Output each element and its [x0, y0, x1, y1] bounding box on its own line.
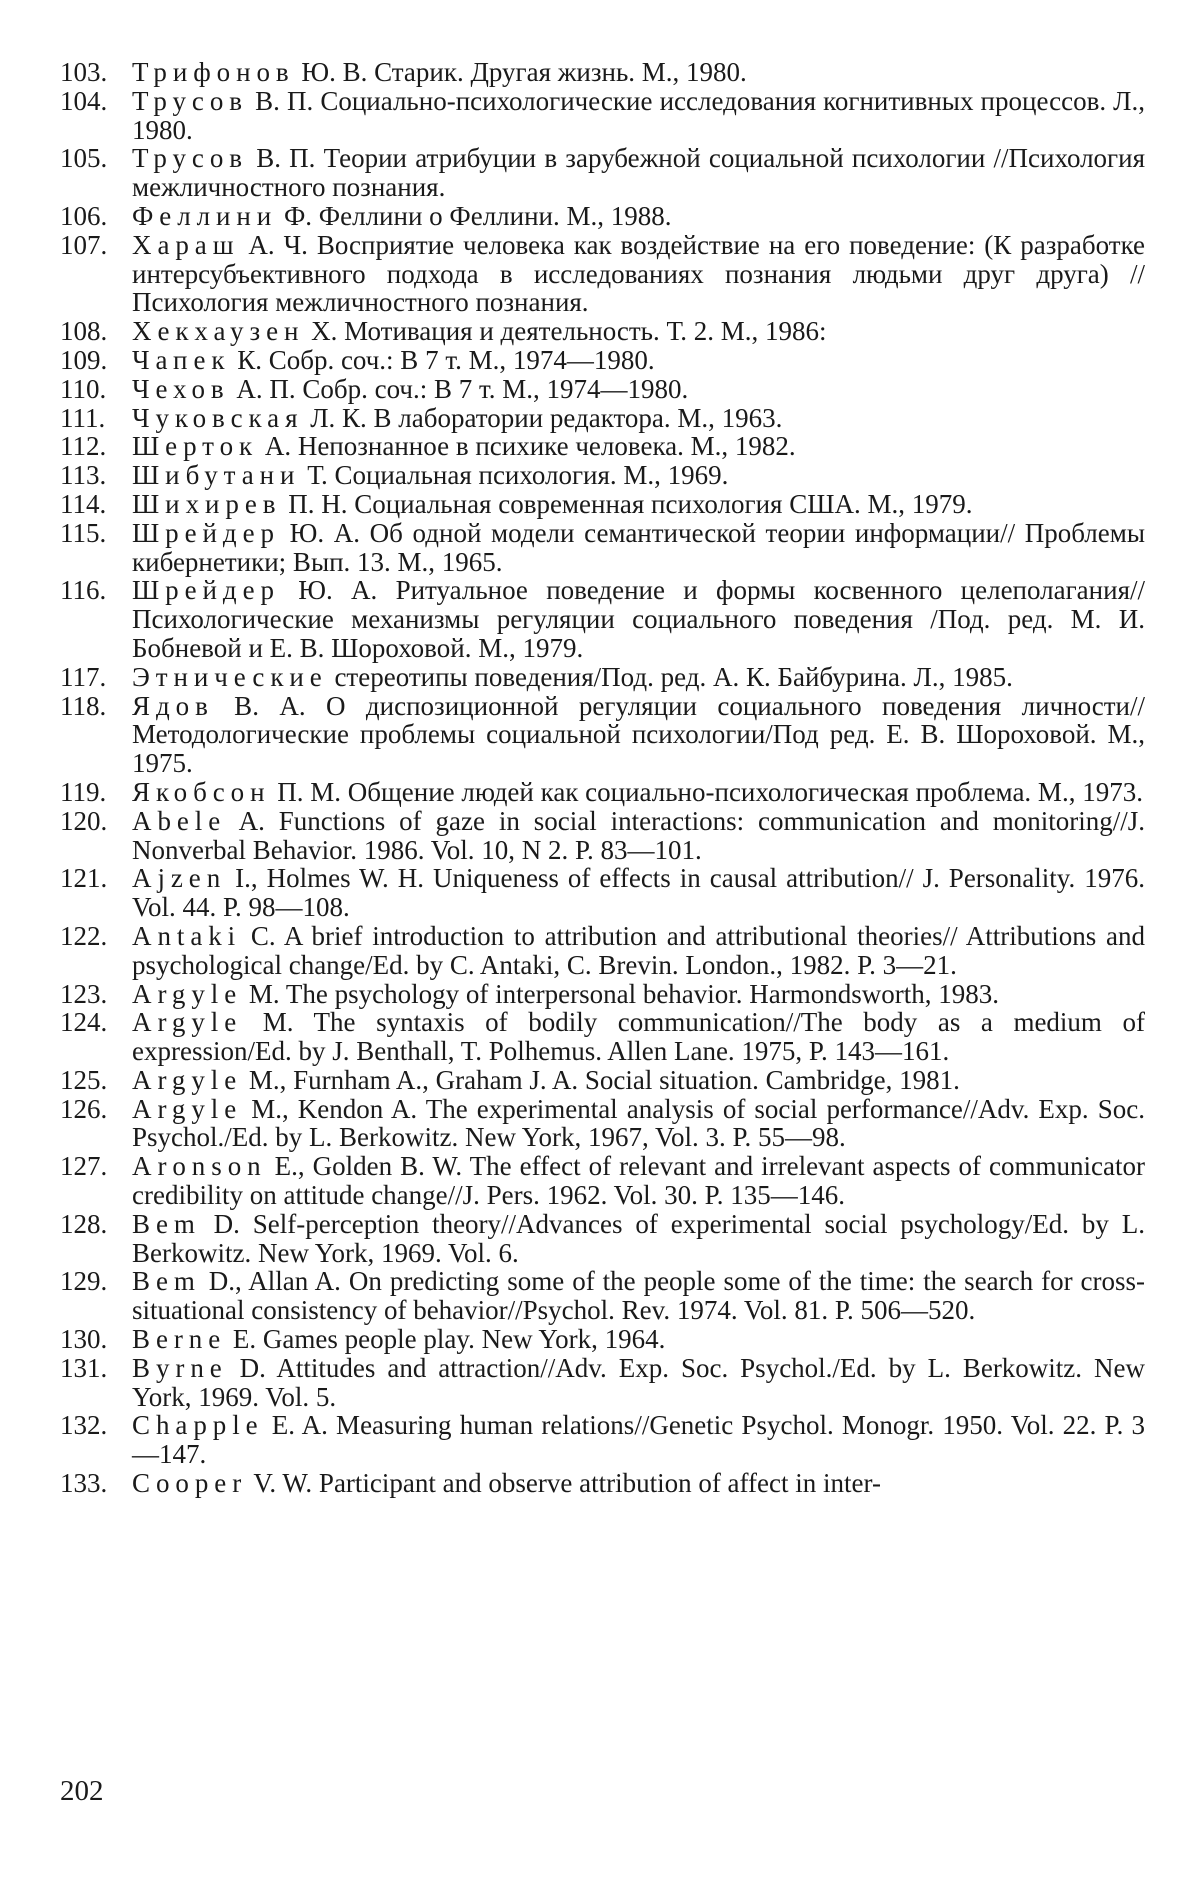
- entry-text: D. Attitudes and attraction//Adv. Exp. Soc. Psychol./Ed. by L. Berkowitz. New York, 1969. Vol. 5.: [132, 1352, 1145, 1412]
- entry-number: 117.: [60, 661, 107, 692]
- bibliography-entry: [60, 317, 1145, 346]
- entry-text: Т. Социальная психология. М., 1969.: [300, 460, 729, 491]
- bibliography-entry: [60, 1354, 1145, 1412]
- entry-author: Bem: [132, 1208, 201, 1239]
- entry-text: А. П. Собр. соч.: В 7 т. М., 1974—1980.: [229, 373, 689, 404]
- entry-text: C. A brief introduction to attribution and attributional theories// Attributions and psychological change/Ed. by C. Antaki, C. Brevin. London., 1982. P. 3—21.: [132, 920, 1145, 980]
- entry-author: Хекхаузен: [132, 316, 305, 347]
- entry-text: А. Ч. Восприятие человека как воздействие на его поведение: (К разработке интерсубъективного подхода в исследованиях познания людьми друг друга) //Психология межличностного познания.: [132, 229, 1145, 318]
- entry-number: 130.: [60, 1324, 108, 1355]
- entry-author: Abele: [132, 805, 227, 836]
- entry-text: Ф. Феллини о Феллини. М., 1988.: [277, 200, 672, 231]
- entry-number: 112.: [60, 431, 107, 462]
- entry-author: Cooper: [132, 1468, 248, 1499]
- entry-author: Argyle: [132, 1064, 243, 1095]
- entry-author: Шрейдер: [132, 517, 280, 548]
- entry-text: В. П. Социально-психологические исследования когнитивных процессов. Л., 1980.: [132, 85, 1145, 145]
- entry-number: 132.: [60, 1410, 108, 1441]
- entry-text: M. The psychology of interpersonal behavior. Harmondsworth, 1983.: [242, 978, 1000, 1009]
- bibliography-entry: [60, 1325, 1145, 1354]
- entry-text: D., Allan A. On predicting some of the people some of the time: the search for cross-situational consistency of behavior//Psychol. Rev. 1974. Vol. 81. P. 506—520.: [132, 1266, 1145, 1326]
- bibliography-entry: [60, 1267, 1145, 1325]
- entry-text: К. Собр. соч.: В 7 т. М., 1974—1980.: [230, 344, 655, 375]
- entry-text: стереотипы поведения/Под. ред. А. К. Байбурина. Л., 1985.: [327, 661, 1013, 692]
- entry-author: Chapple: [132, 1410, 264, 1441]
- entry-author: Трусов: [132, 85, 248, 116]
- entry-text: I., Holmes W. H. Uniqueness of effects in causal attribution// J. Personality. 1976. Vol. 44. P. 98—108.: [132, 863, 1145, 923]
- bibliography-entry: [60, 1066, 1145, 1095]
- entry-author: Трифонов: [132, 57, 295, 87]
- entry-text: П. М. Общение людей как социально-психологическая проблема. М., 1973.: [270, 776, 1143, 807]
- entry-author: Феллини: [132, 200, 278, 231]
- entry-author: Argyle: [132, 1093, 243, 1124]
- entry-text: П. Н. Социальная современная психология США. М., 1979.: [281, 488, 973, 519]
- bibliography-entry: [60, 1469, 1145, 1498]
- entry-number: 113.: [60, 460, 107, 491]
- bibliography-entry: [60, 922, 1145, 980]
- entry-author: Ядов: [132, 690, 214, 721]
- entry-text: E., Golden B. W. The effect of relevant and irrelevant aspects of communicator credibility on attitude change//J. Pers. 1962. Vol. 30. P. 135—146.: [132, 1151, 1145, 1211]
- entry-number: 128.: [60, 1208, 108, 1239]
- entry-text: Ю. В. Старик. Другая жизнь. М., 1980.: [294, 57, 747, 87]
- bibliography-list: [60, 58, 1145, 1498]
- bibliography-entry: [60, 778, 1145, 807]
- entry-text: Х. Мотивация и деятельность. Т. 2. М., 1986:: [304, 316, 827, 347]
- entry-number: 129.: [60, 1266, 108, 1297]
- entry-number: 116.: [60, 575, 107, 606]
- bibliography-entry: [60, 404, 1145, 433]
- entry-text: V. W. Participant and observe attribution of affect in inter-: [247, 1468, 881, 1499]
- bibliography-entry: [60, 1095, 1145, 1153]
- entry-text: D. Self-perception theory//Advances of experimental social psychology/Ed. by L. Berkowitz. New York, 1969. Vol. 6.: [132, 1208, 1145, 1268]
- bibliography-entry: [60, 461, 1145, 490]
- bibliography-entry: [60, 576, 1145, 662]
- entry-number: 122.: [60, 920, 108, 951]
- bibliography-entry: [60, 1008, 1145, 1066]
- entry-author: Argyle: [132, 978, 243, 1009]
- entry-author: Aronson: [132, 1151, 267, 1182]
- entry-text: Л. К. В лаборатории редактора. М., 1963.: [303, 402, 783, 433]
- entry-author: Byrne: [132, 1352, 228, 1383]
- entry-number: 125.: [60, 1064, 108, 1095]
- entry-author: Трусов: [132, 143, 248, 174]
- entry-number: 124.: [60, 1007, 108, 1038]
- bibliography-entry: [60, 490, 1145, 519]
- entry-author: Этнические: [132, 661, 328, 692]
- entry-author: Ajzen: [132, 863, 227, 894]
- entry-author: Шерток: [132, 431, 259, 462]
- entry-author: Чуковская: [132, 402, 304, 433]
- bibliography-entry: [60, 58, 1145, 87]
- bibliography-entry: [60, 231, 1145, 317]
- bibliography-entry: [60, 1210, 1145, 1268]
- bibliography-entry: [60, 519, 1145, 577]
- entry-number: 127.: [60, 1151, 108, 1182]
- bibliography-entry: [60, 346, 1145, 375]
- entry-number: 107.: [60, 229, 108, 260]
- bibliography-entry: [60, 144, 1145, 202]
- entry-text: Ю. А. Ритуальное поведение и формы косвенного целеполагания//Психологические механизмы регуляции социального поведения /Под. ред. М. И. Бобневой и Е. В. Шороховой. М., 1979.: [132, 575, 1145, 663]
- bibliography-entry: [60, 692, 1145, 778]
- entry-text: A. Functions of gaze in social interactions: communication and monitoring//J. Nonverbal Behavior. 1986. Vol. 10, N 2. P. 83—101.: [132, 805, 1145, 865]
- entry-number: 106.: [60, 200, 108, 231]
- entry-text: E. A. Measuring human relations//Genetic Psychol. Monogr. 1950. Vol. 22. P. 3—147.: [132, 1410, 1145, 1470]
- bibliography-entry: [60, 864, 1145, 922]
- entry-number: 105.: [60, 143, 108, 174]
- bibliography-entry: [60, 1411, 1145, 1469]
- entry-author: Berne: [132, 1324, 227, 1355]
- entry-number: 120.: [60, 805, 108, 836]
- entry-text: M., Kendon A. The experimental analysis of social performance//Adv. Exp. Soc. Psychol./Ed. by L. Berkowitz. New York, 1967, Vol. 3. P. 55—98.: [132, 1093, 1145, 1153]
- entry-number: 133.: [60, 1468, 108, 1499]
- entry-text: M., Furnham A., Graham J. A. Social situation. Cambridge, 1981.: [242, 1064, 960, 1095]
- bibliography-entry: [60, 87, 1145, 145]
- bibliography-entry: [60, 807, 1145, 865]
- entry-author: Antaki: [132, 920, 242, 951]
- entry-author: Шибутани: [132, 460, 301, 491]
- entry-text: В. А. О диспозиционной регуляции социального поведения личности//Методологические проблемы социальной психологии/Под ред. Е. В. Шороховой. М., 1975.: [132, 690, 1145, 779]
- entry-author: Якобсон: [132, 776, 271, 807]
- bibliography-entry: [60, 980, 1145, 1009]
- entry-text: E. Games people play. New York, 1964.: [226, 1324, 666, 1355]
- bibliography-entry: [60, 1152, 1145, 1210]
- bibliography-entry: [60, 663, 1145, 692]
- entry-number: 121.: [60, 863, 108, 894]
- entry-author: Чехов: [132, 373, 230, 404]
- entry-author: Шихирев: [132, 488, 282, 519]
- entry-number: 110.: [60, 373, 107, 404]
- page-number: 202: [60, 1775, 104, 1807]
- entry-number: 103.: [60, 57, 108, 87]
- bibliography-entry: [60, 432, 1145, 461]
- entry-number: 123.: [60, 978, 108, 1009]
- entry-number: 114.: [60, 488, 107, 519]
- entry-number: 104.: [60, 85, 108, 116]
- bibliography-page: [60, 58, 1145, 1498]
- entry-text: В. П. Теории атрибуции в зарубежной социальной психологии //Психология межличностного познания.: [132, 143, 1145, 203]
- entry-number: 126.: [60, 1093, 108, 1124]
- entry-number: 118.: [60, 690, 107, 721]
- entry-text: Ю. А. Об одной модели семантической теории информации// Проблемы кибернетики; Вып. 13. М., 1965.: [132, 517, 1145, 577]
- entry-number: 109.: [60, 344, 108, 375]
- entry-number: 119.: [60, 776, 107, 807]
- entry-author: Хараш: [132, 229, 240, 260]
- entry-text: А. Непознанное в психике человека. М., 1982.: [258, 431, 796, 462]
- bibliography-entry: [60, 202, 1145, 231]
- entry-number: 108.: [60, 316, 108, 347]
- bibliography-entry: [60, 375, 1145, 404]
- entry-author: Чапек: [132, 344, 231, 375]
- entry-text: M. The syntaxis of bodily communication//The body as a medium of expression/Ed. by J. Benthall, T. Polhemus. Allen Lane. 1975, P. 143—161.: [132, 1007, 1145, 1067]
- entry-author: Шрейдер: [132, 575, 280, 606]
- entry-author: Argyle: [132, 1007, 243, 1038]
- entry-number: 115.: [60, 517, 107, 548]
- entry-author: Bem: [132, 1266, 201, 1297]
- entry-number: 111.: [60, 402, 106, 433]
- entry-number: 131.: [60, 1352, 108, 1383]
